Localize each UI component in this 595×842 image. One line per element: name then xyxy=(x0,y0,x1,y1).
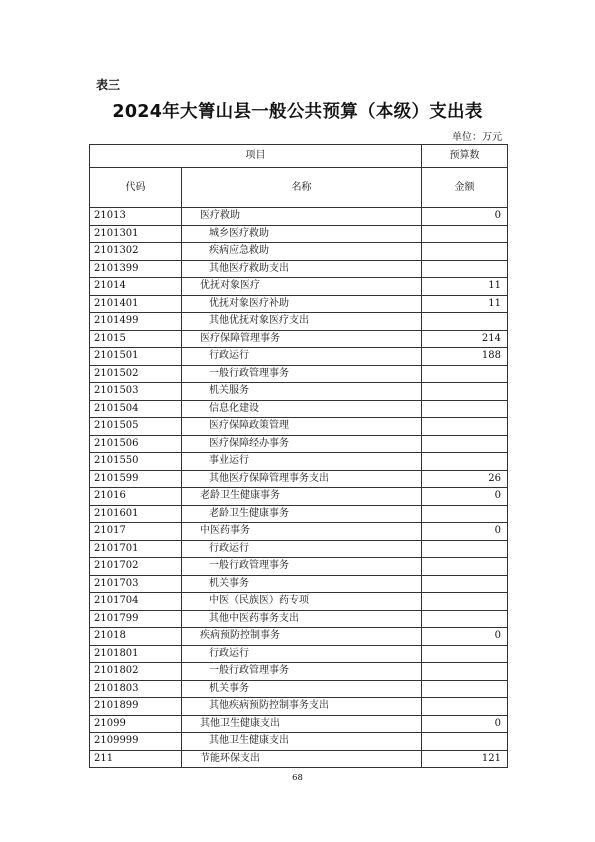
table-row xyxy=(90,575,508,593)
page-number: 68 xyxy=(292,773,303,783)
row-name: 一般行政管理事务 xyxy=(182,663,422,681)
row-code: 21099 xyxy=(90,715,182,733)
row-amount: 0 xyxy=(422,208,508,226)
row-amount: 188 xyxy=(422,348,508,366)
table-body xyxy=(90,208,508,768)
row-code: 2109999 xyxy=(90,733,182,751)
table-row xyxy=(90,505,508,523)
table-row xyxy=(90,383,508,401)
row-amount xyxy=(422,593,508,611)
row-amount: 121 xyxy=(422,750,508,768)
unit-note: 单位：万元 xyxy=(452,132,502,143)
row-name: 信息化建设 xyxy=(182,400,422,418)
row-name: 其他卫生健康支出 xyxy=(182,715,422,733)
row-name: 机关服务 xyxy=(182,383,422,401)
row-name: 一般行政管理事务 xyxy=(182,365,422,383)
row-code: 21015 xyxy=(90,330,182,348)
table-row xyxy=(90,628,508,646)
row-code: 2101301 xyxy=(90,225,182,243)
row-code: 2101504 xyxy=(90,400,182,418)
row-amount xyxy=(422,260,508,278)
row-code: 2101899 xyxy=(90,698,182,716)
row-code: 2101399 xyxy=(90,260,182,278)
header-name: 名称 xyxy=(182,168,422,208)
row-name: 医疗保障管理事务 xyxy=(182,330,422,348)
row-code: 21016 xyxy=(90,488,182,506)
row-name: 事业运行 xyxy=(182,453,422,471)
row-name: 老龄卫生健康事务 xyxy=(182,488,422,506)
row-code: 2101503 xyxy=(90,383,182,401)
row-code: 2101401 xyxy=(90,295,182,313)
row-code: 2101701 xyxy=(90,540,182,558)
row-name: 机关事务 xyxy=(182,680,422,698)
table-row xyxy=(90,715,508,733)
row-name: 一般行政管理事务 xyxy=(182,558,422,576)
row-name: 疾病应急救助 xyxy=(182,243,422,261)
row-name: 医疗保障政策管理 xyxy=(182,418,422,436)
row-amount xyxy=(422,435,508,453)
row-code: 2101599 xyxy=(90,470,182,488)
row-amount xyxy=(422,663,508,681)
row-code: 2101302 xyxy=(90,243,182,261)
table-label: 表三 xyxy=(96,78,121,92)
row-amount xyxy=(422,418,508,436)
row-code: 2101799 xyxy=(90,610,182,628)
header-budget-cell xyxy=(422,145,508,208)
table-row xyxy=(90,348,508,366)
row-code: 2101501 xyxy=(90,348,182,366)
row-name: 行政运行 xyxy=(182,540,422,558)
row-amount: 11 xyxy=(422,295,508,313)
row-amount xyxy=(422,383,508,401)
row-name: 机关事务 xyxy=(182,575,422,593)
table-row xyxy=(90,470,508,488)
row-code: 2101703 xyxy=(90,575,182,593)
table-row xyxy=(90,593,508,611)
row-amount xyxy=(422,453,508,471)
table-row xyxy=(90,225,508,243)
header-item: 项目 xyxy=(90,145,422,168)
table-row xyxy=(90,610,508,628)
row-code: 2101801 xyxy=(90,645,182,663)
row-code: 2101803 xyxy=(90,680,182,698)
row-amount: 0 xyxy=(422,488,508,506)
row-amount: 214 xyxy=(422,330,508,348)
table-row xyxy=(90,645,508,663)
table-row xyxy=(90,208,508,226)
row-amount xyxy=(422,540,508,558)
row-name: 优抚对象医疗补助 xyxy=(182,295,422,313)
row-code: 2101505 xyxy=(90,418,182,436)
table-row xyxy=(90,663,508,681)
header-budget: 预算数 xyxy=(449,150,480,161)
table-row xyxy=(90,435,508,453)
row-name: 行政运行 xyxy=(182,645,422,663)
row-amount: 26 xyxy=(422,470,508,488)
row-name: 老龄卫生健康事务 xyxy=(182,505,422,523)
row-amount xyxy=(422,645,508,663)
table-row xyxy=(90,523,508,541)
row-name: 其他中医药事务支出 xyxy=(182,610,422,628)
page-title: 2024年大箐山县一般公共预算（本级）支出表 xyxy=(112,102,483,122)
row-name: 城乡医疗救助 xyxy=(182,225,422,243)
header-code: 代码 xyxy=(90,168,182,208)
row-name: 其他卫生健康支出 xyxy=(182,733,422,751)
row-amount xyxy=(422,558,508,576)
row-name: 疾病预防控制事务 xyxy=(182,628,422,646)
table-row xyxy=(90,278,508,296)
table-row xyxy=(90,488,508,506)
row-code: 211 xyxy=(90,750,182,768)
table-row xyxy=(90,733,508,751)
row-name: 医疗救助 xyxy=(182,208,422,226)
row-amount: 0 xyxy=(422,628,508,646)
row-name: 行政运行 xyxy=(182,348,422,366)
row-amount xyxy=(422,365,508,383)
row-name: 节能环保支出 xyxy=(182,750,422,768)
row-code: 21017 xyxy=(90,523,182,541)
row-amount: 0 xyxy=(422,523,508,541)
row-amount: 0 xyxy=(422,715,508,733)
table-row xyxy=(90,680,508,698)
row-code: 2101502 xyxy=(90,365,182,383)
table-row xyxy=(90,313,508,331)
row-amount xyxy=(422,243,508,261)
row-code: 2101506 xyxy=(90,435,182,453)
row-amount xyxy=(422,733,508,751)
table-row xyxy=(90,400,508,418)
row-code: 21018 xyxy=(90,628,182,646)
row-amount xyxy=(422,698,508,716)
row-code: 2101601 xyxy=(90,505,182,523)
row-amount xyxy=(422,400,508,418)
row-amount xyxy=(422,225,508,243)
table-row xyxy=(90,295,508,313)
table-row xyxy=(90,558,508,576)
table-row xyxy=(90,260,508,278)
row-name: 中医药事务 xyxy=(182,523,422,541)
row-amount xyxy=(422,610,508,628)
table-row xyxy=(90,330,508,348)
table-row xyxy=(90,540,508,558)
table-row xyxy=(90,418,508,436)
table-row xyxy=(90,243,508,261)
row-amount xyxy=(422,575,508,593)
row-name: 其他优抚对象医疗支出 xyxy=(182,313,422,331)
table-row xyxy=(90,750,508,768)
row-name: 其他医疗保障管理事务支出 xyxy=(182,470,422,488)
row-code: 2101702 xyxy=(90,558,182,576)
row-code: 2101802 xyxy=(90,663,182,681)
row-name: 中医（民族医）药专项 xyxy=(182,593,422,611)
row-code: 21013 xyxy=(90,208,182,226)
table-row xyxy=(90,365,508,383)
table-row xyxy=(90,698,508,716)
table-row xyxy=(90,453,508,471)
row-name: 其他疾病预防控制事务支出 xyxy=(182,698,422,716)
row-name: 优抚对象医疗 xyxy=(182,278,422,296)
row-amount: 11 xyxy=(422,278,508,296)
row-amount xyxy=(422,505,508,523)
row-name: 医疗保障经办事务 xyxy=(182,435,422,453)
row-code: 2101550 xyxy=(90,453,182,471)
row-code: 2101704 xyxy=(90,593,182,611)
row-amount xyxy=(422,680,508,698)
row-code: 2101499 xyxy=(90,313,182,331)
row-amount xyxy=(422,313,508,331)
header-amount: 金额 xyxy=(422,167,507,207)
budget-table xyxy=(89,144,508,768)
row-name: 其他医疗救助支出 xyxy=(182,260,422,278)
row-code: 21014 xyxy=(90,278,182,296)
